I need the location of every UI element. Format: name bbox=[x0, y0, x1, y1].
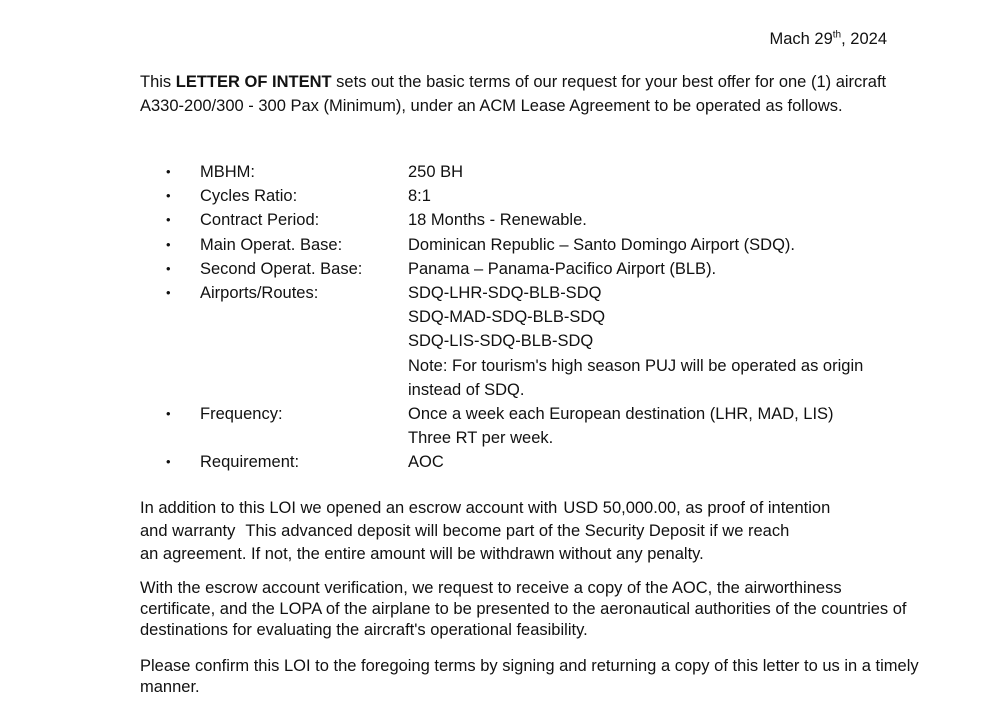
verification-paragraph: With the escrow account verification, we request to receive a copy of the AOC, the airworthiness certificate, and the LOPA of the airplane to be presented to the aeronautical authorities of the countries of destinations for evaluating the aircraft's operational feasibility. bbox=[140, 579, 907, 639]
term-row bbox=[166, 233, 926, 257]
escrow-line2-part1: and warranty bbox=[140, 522, 236, 540]
date-superscript: th bbox=[832, 29, 842, 41]
term-value: 8:1 bbox=[408, 187, 431, 206]
intro-body: sets out the basic terms of our request for your best offer for one (1) aircraft A330-200/300 - 300 Pax (Minimum), under an ACM Lease Agreement to be operated as follows. bbox=[140, 73, 887, 115]
confirm-paragraph: Please confirm this LOI to the foregoing terms by signing and returning a copy of this letter to us in a timely manner. bbox=[140, 657, 919, 696]
terms-list bbox=[166, 160, 926, 475]
bullet-icon: • bbox=[166, 406, 171, 422]
term-row bbox=[166, 208, 926, 232]
bullet-icon: • bbox=[166, 164, 171, 179]
escrow-line2-part2: This advanced deposit will become part of the Security Deposit if we reach bbox=[245, 522, 790, 540]
term-value: Three RT per week. bbox=[408, 429, 554, 448]
intro-bold-title: LETTER OF INTENT bbox=[175, 73, 332, 91]
term-label: Contract Period: bbox=[200, 211, 320, 230]
term-row bbox=[166, 184, 926, 208]
term-label: Airports/Routes: bbox=[200, 284, 319, 303]
term-values bbox=[408, 233, 926, 257]
term-values bbox=[408, 402, 926, 450]
term-value: SDQ-MAD-SDQ-BLB-SDQ bbox=[408, 308, 606, 327]
date-text: Mach 29 bbox=[769, 30, 833, 48]
term-values bbox=[408, 184, 926, 208]
bullet-icon: • bbox=[166, 188, 171, 204]
bullet-icon: • bbox=[166, 260, 171, 276]
term-value: Once a week each European destination (LHR, MAD, LIS) bbox=[408, 405, 834, 424]
date-year: , 2024 bbox=[841, 30, 887, 48]
bullet-icon: • bbox=[166, 454, 171, 470]
term-values bbox=[408, 160, 926, 184]
term-values bbox=[408, 450, 926, 474]
term-value: Note: For tourism's high season PUJ will be operated as origin bbox=[408, 356, 864, 375]
term-values bbox=[408, 257, 926, 281]
term-row bbox=[166, 281, 926, 402]
term-value: Dominican Republic – Santo Domingo Airport (SDQ). bbox=[408, 235, 796, 254]
escrow-line1-part2: USD 50,000.00, as proof of intention bbox=[563, 499, 831, 517]
term-value: Panama – Panama-Pacifico Airport (BLB). bbox=[408, 259, 717, 278]
letter-date bbox=[769, 30, 887, 49]
term-label: Cycles Ratio: bbox=[200, 187, 298, 206]
term-row bbox=[166, 402, 926, 450]
bullet-icon: • bbox=[166, 236, 171, 252]
escrow-paragraph bbox=[140, 497, 920, 566]
escrow-line1-part1: In addition to this LOI we opened an escrow account with bbox=[140, 499, 558, 517]
term-label: Frequency: bbox=[200, 405, 283, 424]
term-value: 18 Months - Renewable. bbox=[408, 211, 587, 230]
term-row bbox=[166, 257, 926, 281]
escrow-line3: an agreement. If not, the entire amount will be withdrawn without any penalty. bbox=[140, 545, 704, 563]
term-row bbox=[166, 160, 926, 184]
intro-lead: This bbox=[140, 73, 176, 91]
bullet-icon: • bbox=[166, 285, 171, 301]
term-label: Main Operat. Base: bbox=[200, 235, 343, 254]
term-label: Requirement: bbox=[200, 453, 300, 472]
term-row bbox=[166, 450, 926, 474]
bullet-icon: • bbox=[166, 212, 171, 228]
term-value: SDQ-LIS-SDQ-BLB-SDQ bbox=[408, 332, 594, 351]
term-label: MBHM: bbox=[200, 163, 255, 181]
term-values bbox=[408, 281, 926, 402]
term-values bbox=[408, 208, 926, 232]
term-value: AOC bbox=[408, 453, 444, 472]
term-value: instead of SDQ. bbox=[408, 380, 525, 399]
term-value: 250 BH bbox=[408, 163, 464, 181]
term-value: SDQ-LHR-SDQ-BLB-SDQ bbox=[408, 284, 602, 303]
intro-paragraph bbox=[140, 70, 900, 118]
term-label: Second Operat. Base: bbox=[200, 259, 363, 278]
